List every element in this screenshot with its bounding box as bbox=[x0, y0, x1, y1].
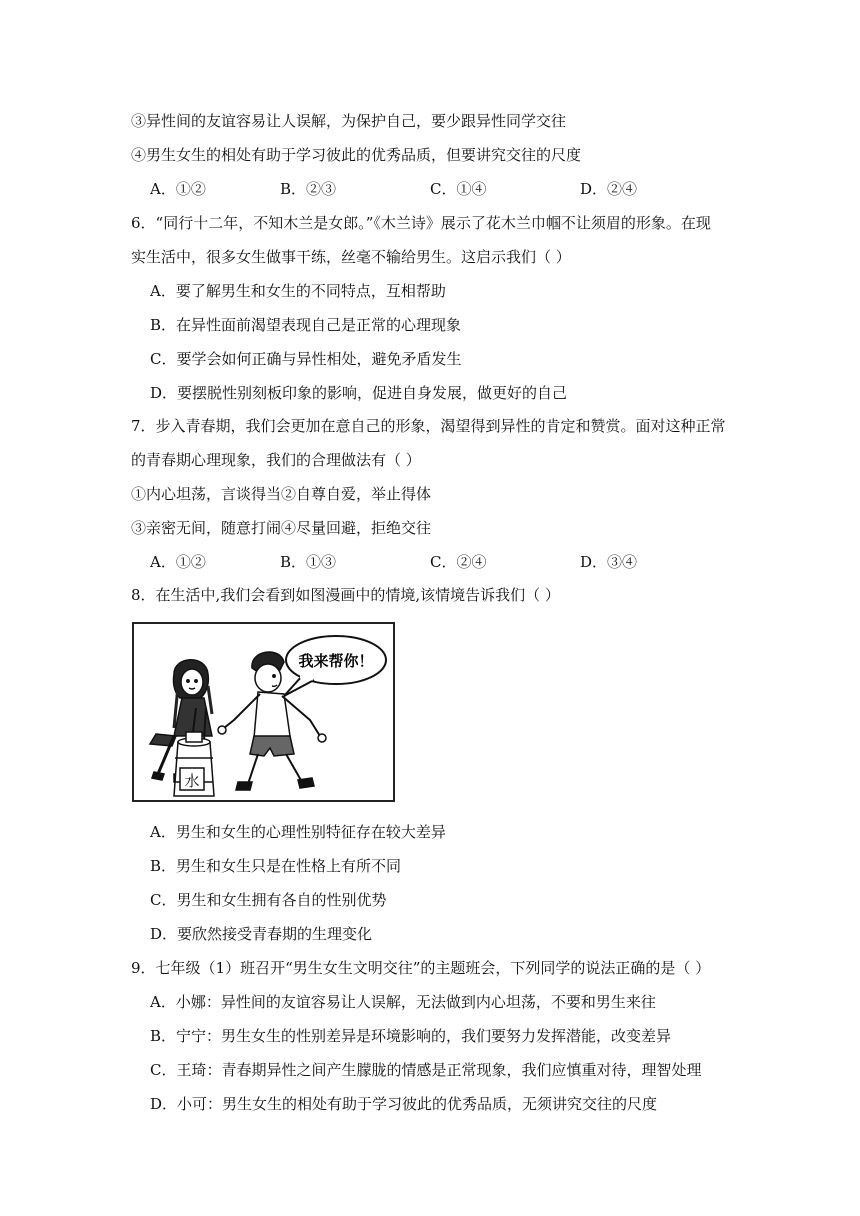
speech-bubble-text: 我来帮你！ bbox=[298, 652, 374, 670]
q8-option-a[interactable]: A．男生和女生的心理性别特征存在较大差异 bbox=[150, 823, 446, 841]
q8-stem: 8．在生活中,我们会看到如图漫画中的情境,该情境告诉我们（ ） bbox=[131, 586, 560, 604]
q8-option-d[interactable]: D．要欣然接受青春期的生理变化 bbox=[150, 925, 373, 943]
q5-option-b[interactable]: B．②③ bbox=[280, 180, 337, 198]
water-bucket bbox=[174, 732, 214, 796]
q6-option-d[interactable]: D．要摆脱性别刻板印象的影响，促进自身发展，做更好的自己 bbox=[150, 384, 568, 402]
q6-option-c[interactable]: C．要学会如何正确与异性相处，避免矛盾发生 bbox=[150, 350, 462, 368]
q8-option-b[interactable]: B．男生和女生只是在性格上有所不同 bbox=[150, 857, 402, 875]
q9-option-b[interactable]: B．宁宁：男生女生的性别差异是环境影响的，我们要努力发挥潜能，改变差异 bbox=[150, 1027, 672, 1045]
q7-option-c[interactable]: C．②④ bbox=[430, 553, 487, 571]
q9-stem: 9．七年级（1）班召开“男生女生文明交往”的主题班会，下列同学的说法正确的是（ ） bbox=[131, 959, 711, 977]
q7-option-b[interactable]: B．①③ bbox=[280, 553, 337, 571]
q6-option-a[interactable]: A．要了解男生和女生的不同特点，互相帮助 bbox=[150, 282, 446, 300]
q6-stem-line1: 6．“同行十二年，不知木兰是女郎。”《木兰诗》展示了花木兰巾帼不让须眉的形象。在现 bbox=[131, 214, 711, 232]
q7-stem-line2: 的青春期心理现象，我们的合理做法有（ ） bbox=[131, 451, 421, 469]
comic-drawing bbox=[134, 624, 393, 800]
q9-option-a[interactable]: A．小娜：异性间的友谊容易让人误解，无法做到内心坦荡，不要和男生来往 bbox=[150, 993, 656, 1011]
q7-option-a[interactable]: A．①② bbox=[150, 553, 206, 571]
statement-3: ③异性间的友谊容易让人误解，为保护自己，要少跟异性同学交往 bbox=[131, 112, 567, 130]
q7-statements-1-2: ①内心坦荡，言谈得当②自尊自爱，举止得体 bbox=[131, 485, 432, 503]
q5-option-a[interactable]: A．①② bbox=[150, 180, 206, 198]
q6-stem-line2: 实生活中，很多女生做事干练，丝毫不输给男生。这启示我们（ ） bbox=[131, 248, 571, 266]
q7-option-d[interactable]: D．③④ bbox=[580, 553, 638, 571]
q8-option-c[interactable]: C．男生和女生拥有各自的性别优势 bbox=[150, 891, 387, 909]
q5-option-d[interactable]: D．②④ bbox=[580, 180, 638, 198]
q5-option-c[interactable]: C．①④ bbox=[430, 180, 487, 198]
q9-option-d[interactable]: D．小可：男生女生的相处有助于学习彼此的优秀品质，无须讲究交往的尺度 bbox=[150, 1095, 658, 1113]
speech-bubble bbox=[284, 636, 386, 696]
q9-option-c[interactable]: C．王琦：青春期异性之间产生朦胧的情感是正常现象，我们应慎重对待，理智处理 bbox=[150, 1061, 702, 1079]
comic-illustration bbox=[132, 622, 395, 802]
q6-option-b[interactable]: B．在异性面前渴望表现自己是正常的心理现象 bbox=[150, 316, 462, 334]
bucket-label: 水 bbox=[184, 772, 200, 790]
q7-statements-3-4: ③亲密无间，随意打闹④尽量回避，拒绝交往 bbox=[131, 519, 432, 537]
q7-stem-line1: 7．步入青春期，我们会更加在意自己的形象，渴望得到异性的肯定和赞赏。面对这种正常 bbox=[131, 417, 726, 435]
statement-4: ④男生女生的相处有助于学习彼此的优秀品质，但要讲究交往的尺度 bbox=[131, 146, 582, 164]
